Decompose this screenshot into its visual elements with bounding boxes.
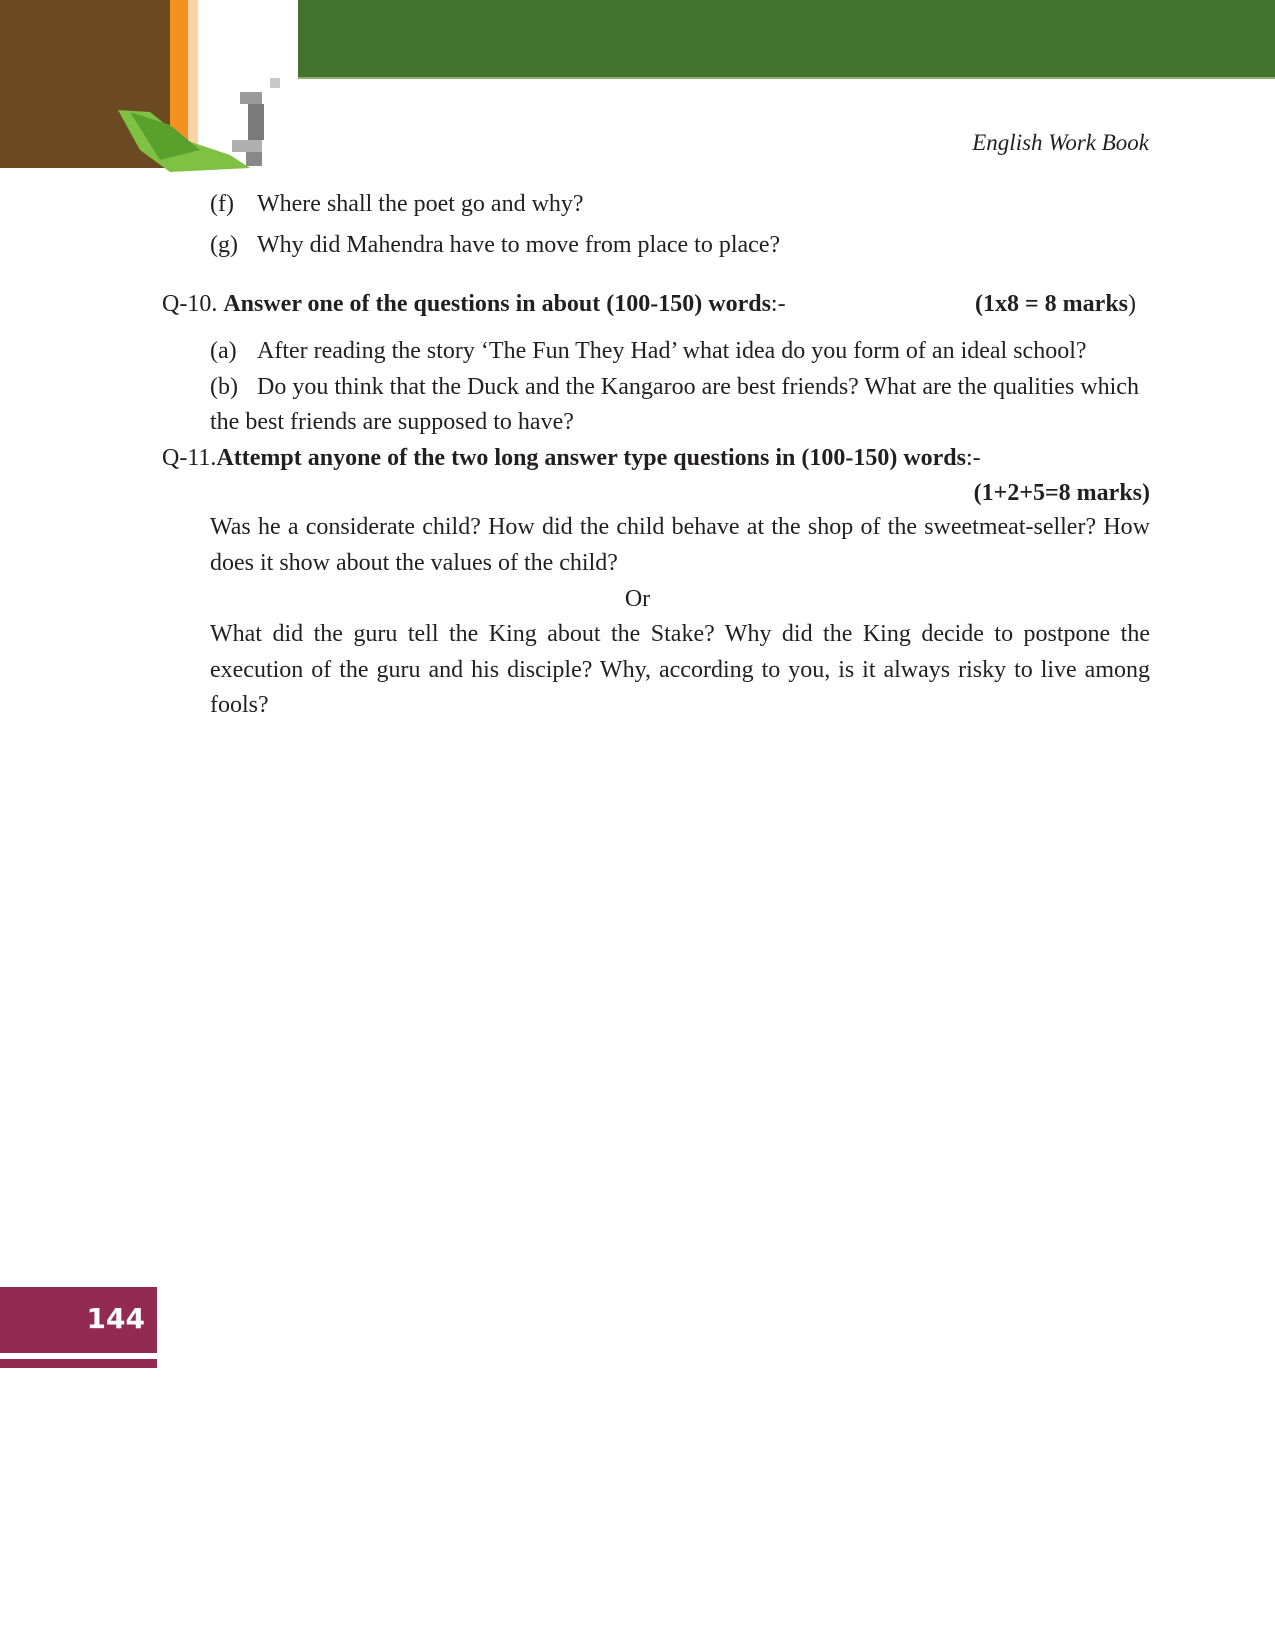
question-marks: (1x8 = 8 marks) — [975, 291, 1136, 317]
item-text: Why did Mahendra have to move from place to place? — [257, 232, 781, 258]
question-instruction: Attempt anyone of the two long answer type questions in (100-150) words — [216, 445, 966, 471]
page-number: 144 — [86, 1302, 145, 1335]
item-text: After reading the story ‘The Fun They Had’ what idea do you form of an ideal school? — [257, 338, 1087, 364]
page-number-box — [0, 1287, 157, 1353]
item-text-continued: the best friends are supposed to have? — [210, 409, 574, 435]
question-number: Q-11. — [162, 445, 217, 471]
option-separator: Or — [624, 586, 651, 612]
answer-option-2: What did the guru tell the King about the Stake? Why did the King decide to postpone the execution of the guru and his disciple? Why, according to you, is it always risky to live among fools? — [210, 621, 1150, 718]
answer-option-1: Was he a considerate child? How did the child behave at the shop of the sweetmeat-seller? How does it show about the values of the child? — [210, 514, 1150, 576]
question-number: Q-10. — [162, 291, 218, 317]
question-suffix: :- — [770, 291, 786, 317]
item-text: Where shall the poet go and why? — [257, 191, 584, 217]
running-head: English Work Book — [972, 130, 1149, 155]
item-label: (f) — [210, 191, 234, 217]
item-label: (b) — [210, 374, 238, 400]
item-text: Do you think that the Duck and the Kangaroo are best friends? What are the qualities which — [257, 374, 1139, 400]
question-suffix: :- — [966, 445, 981, 471]
question-heading — [162, 289, 786, 319]
question-marks: (1+2+5=8 marks) — [973, 480, 1150, 506]
header-rule — [298, 77, 1275, 79]
question-heading — [162, 443, 981, 473]
header-green-bar — [298, 0, 1275, 77]
question-instruction: Answer one of the questions in about (100-150) words — [223, 291, 771, 317]
page-number-rule — [0, 1359, 157, 1368]
item-label: (a) — [210, 338, 237, 364]
header-decoration — [0, 0, 300, 172]
item-label: (g) — [210, 232, 238, 258]
